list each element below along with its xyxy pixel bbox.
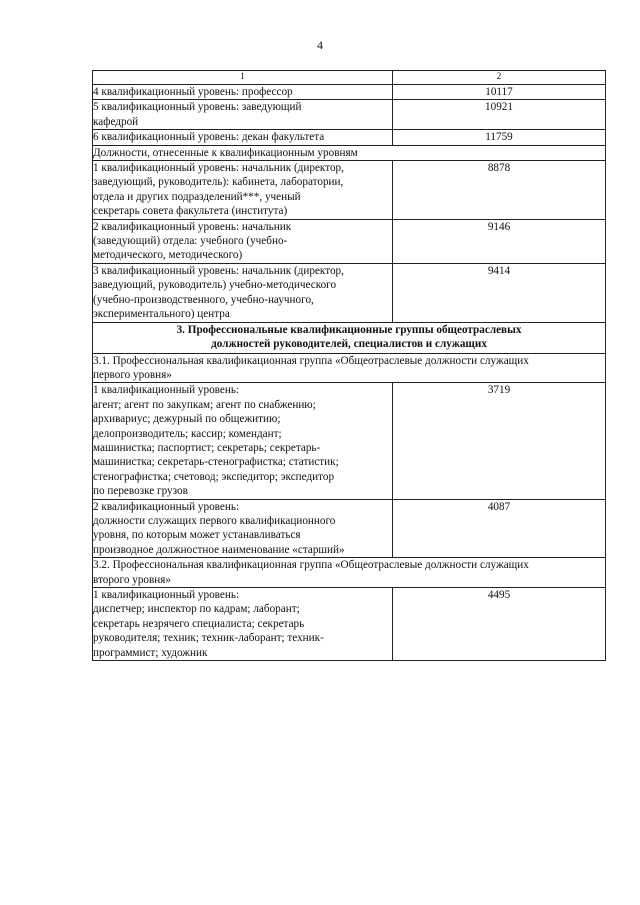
position-description-cell (93, 219, 393, 263)
text-line: по перевозке грузов (93, 485, 188, 498)
group-label-cell: Должности, отнесенные к квалификационным уровням (93, 145, 606, 160)
text-line: первого уровня» (93, 368, 172, 381)
salary-value-cell: 10921 (393, 100, 606, 130)
text-line: агент; агент по закупкам; агент по снабжению; (93, 398, 316, 411)
position-description-cell (93, 588, 393, 661)
text-line: 1 квалификационный уровень: (93, 384, 240, 397)
position-description-cell (93, 100, 393, 130)
text-line: 3.2. Профессиональная квалификационная группа «Общеотраслевые должности служащих (93, 559, 529, 572)
text-line: машинистка; паспортист; секретарь; секретарь- (93, 441, 321, 454)
position-description-cell (93, 499, 393, 558)
salary-value-cell: 4495 (393, 588, 606, 661)
text-line: машинистка; секретарь-стенографистка; статистик; (93, 456, 339, 469)
text-line: отдела и других подразделений***, ученый (93, 190, 301, 203)
table-row (93, 219, 606, 263)
table-row (93, 130, 606, 145)
text-line: экспериментального) центра (93, 308, 230, 321)
text-line: 5 квалификационный уровень: заведующий (93, 101, 302, 114)
text-line: 3.1. Профессиональная квалификационная группа «Общеотраслевые должности служащих (93, 354, 529, 367)
position-description-cell (93, 263, 393, 322)
table-row (93, 263, 606, 322)
position-description-cell (93, 383, 393, 499)
text-line: уровня, по которым может устанавливаться (93, 529, 301, 542)
table-row (93, 161, 606, 220)
text-line: должности служащих первого квалификационного (93, 514, 336, 527)
salary-value-cell: 3719 (393, 383, 606, 499)
text-line: заведующий, руководитель) учебно-методического (93, 279, 337, 292)
table-row (93, 383, 606, 499)
text-line: 3. Профессиональные квалификационные группы общеотраслевых (176, 323, 522, 336)
table-row (93, 100, 606, 130)
text-line: 6 квалификационный уровень: декан факультета (93, 131, 325, 144)
position-description-cell (93, 85, 393, 100)
text-line: программист; художник (93, 646, 208, 659)
table-body (93, 71, 606, 661)
text-line: диспетчер; инспектор по кадрам; лаборант; (93, 603, 300, 616)
text-line: (заведующий) отдела: учебного (учебно- (93, 235, 288, 248)
text-line: кафедрой (93, 115, 139, 128)
section-heading-cell (93, 322, 606, 353)
text-line: заведующий, руководитель): кабинета, лаборатории, (93, 176, 344, 189)
table-header-row (93, 71, 606, 85)
text-line: должностей руководителей, специалистов и служащих (211, 337, 487, 350)
section-heading-row (93, 322, 606, 353)
text-line: делопроизводитель; кассир; комендант; (93, 427, 282, 440)
column-number-2: 2 (393, 71, 606, 85)
table-row (93, 499, 606, 558)
text-line: архивариус; дежурный по общежитию; (93, 413, 281, 426)
text-line: стенографистка; счетовод; экспедитор; экспедитор (93, 470, 335, 483)
text-line: второго уровня» (93, 573, 172, 586)
column-number-1: 1 (93, 71, 393, 85)
text-line: методического, методического) (93, 249, 243, 262)
salary-table (92, 70, 606, 661)
text-line: 1 квалификационный уровень: начальник (директор, (93, 162, 344, 175)
group-label-row (93, 145, 606, 160)
position-description-cell (93, 161, 393, 220)
table-row (93, 85, 606, 100)
text-line: секретарь совета факультета (института) (93, 205, 288, 218)
salary-value-cell: 9146 (393, 219, 606, 263)
salary-value-cell: 10117 (393, 85, 606, 100)
text-line: (учебно-производственного, учебно-научного, (93, 293, 314, 306)
text-line: производное должностное наименование «старший» (93, 543, 345, 556)
salary-value-cell: 4087 (393, 499, 606, 558)
salary-value-cell: 11759 (393, 130, 606, 145)
text-line: секретарь незрячего специалиста; секретарь (93, 617, 305, 630)
group-heading-cell (93, 558, 606, 588)
text-line: 3 квалификационный уровень: начальник (директор, (93, 264, 344, 277)
text-line: 4 квалификационный уровень: профессор (93, 86, 293, 98)
text-line: 1 квалификационный уровень: (93, 589, 240, 601)
position-description-cell (93, 130, 393, 145)
salary-value-cell: 9414 (393, 263, 606, 322)
table-row (93, 588, 606, 661)
text-line: 2 квалификационный уровень: (93, 500, 240, 513)
salary-value-cell: 8878 (393, 161, 606, 220)
text-line: руководителя; техник; техник-лаборант; техник- (93, 632, 324, 645)
group-heading-cell (93, 353, 606, 383)
group-heading-row (93, 353, 606, 383)
page-number: 4 (317, 38, 323, 52)
group-heading-row (93, 558, 606, 588)
text-line: 2 квалификационный уровень: начальник (93, 220, 292, 233)
